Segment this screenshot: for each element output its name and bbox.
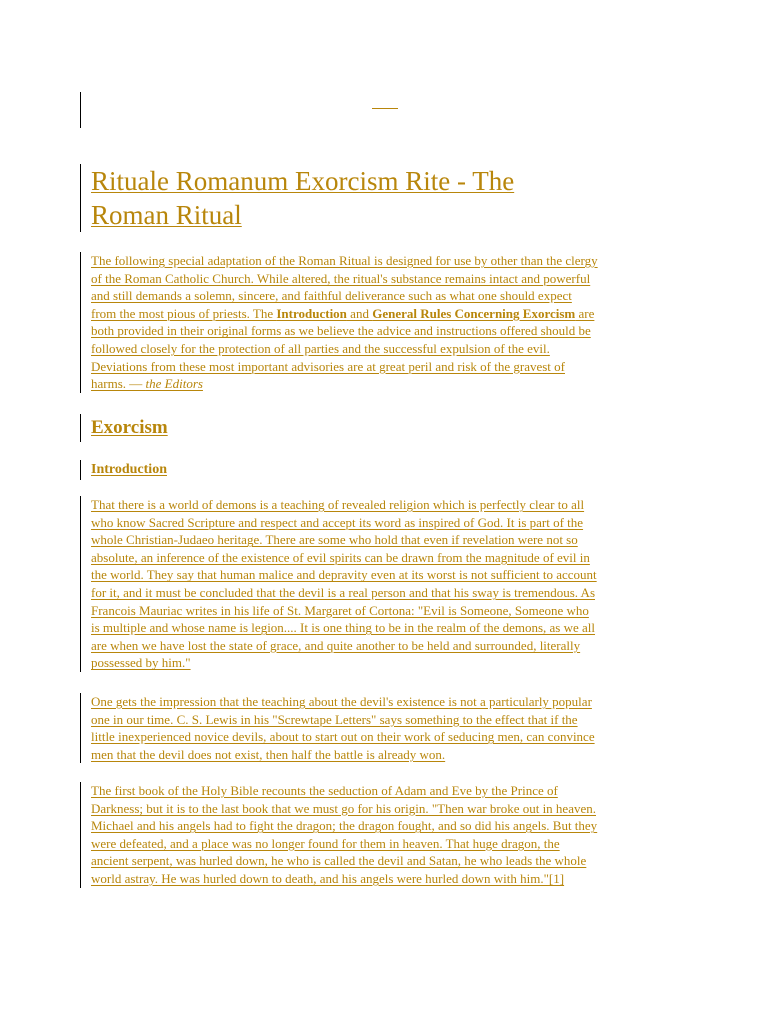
paragraph-line: are when we have lost the state of grace, and quite another to be held and surrounded, literally	[91, 637, 581, 653]
intro-line: and still demands a solemn, sincere, and faithful deliverance such as what one should expect	[91, 288, 572, 304]
intro-text: are	[575, 305, 595, 321]
paragraph-screwtape[interactable]	[80, 693, 681, 763]
intro-line: The following special adaptation of the Roman Ritual is designed for use by other than the clergy	[91, 253, 598, 268]
intro-line: of the Roman Catholic Church. While altered, the ritual's substance remains intact and powerful	[91, 270, 591, 286]
paragraph-line: for it, and it must be concluded that the devil is a real person and that his sway is tremendous. As	[91, 584, 596, 600]
paragraph-line: men that the devil does not exist, then half the battle is already won.	[91, 746, 446, 762]
intro-line: Deviations from these most important advisories are at great peril and risk of the gravest of	[91, 358, 565, 374]
paragraph-line: whole Christian-Judaeo heritage. There are some who hold that even if revelation were not so	[91, 532, 578, 548]
intro-line-inline	[91, 305, 681, 323]
paragraph-line: Darkness; but it is to the last book that we must go for his origin. "Then war broke out in heaven.	[91, 800, 596, 816]
intro-line: followed closely for the protection of all parties and the successful expulsion of the evil.	[91, 340, 550, 356]
intro-text: and	[346, 305, 373, 321]
paragraph-line: is multiple and whose name is legion.... It is one thing to be in the realm of the demons, as we all	[91, 620, 596, 636]
title-line-2: Roman Ritual	[91, 200, 242, 230]
section-heading-exorcism[interactable]: Exorcism	[80, 414, 168, 442]
paragraph-line: ancient serpent, was hurled down, he who is called the devil and Satan, he who leads the whole	[91, 853, 587, 869]
paragraph-line: One gets the impression that the teaching about the devil's existence is not a particularly popular	[91, 694, 592, 709]
intro-strong-general-rules: General Rules Concerning Exorcism	[372, 305, 576, 321]
paragraph-line: Michael and his angels had to fight the dragon; the dragon fought, and so did his angels. But they	[91, 818, 598, 834]
paragraph-line: the world. They say that human malice and depravity even at its worst is not sufficient to account	[91, 567, 597, 583]
top-link-rule[interactable]	[372, 108, 398, 109]
paragraph-line: little inexperienced novice devils, about to start out on their work of seducing men, can convince	[91, 729, 595, 745]
paragraph-holy-bible[interactable]	[80, 782, 681, 888]
paragraph-demons[interactable]	[80, 496, 681, 672]
paragraph-line: world astray. He was hurled down to death, and his angels were hurled down with him."[1]	[91, 870, 565, 886]
paragraph-line: That there is a world of demons is a teaching of revealed religion which is perfectly clear to all	[91, 497, 585, 512]
page-title[interactable]	[80, 164, 671, 232]
intro-text: harms. —	[91, 376, 146, 392]
title-line-1: Rituale Romanum Exorcism Rite - The	[91, 166, 515, 196]
paragraph-line: were defeated, and a place was no longer found for them in heaven. That huge dragon, the	[91, 835, 560, 851]
paragraph-line: who know Sacred Scripture and respect and accept its word as inspired of God. It is part of the	[91, 514, 584, 530]
paragraph-line: The first book of the Holy Bible recounts the seduction of Adam and Eve by the Prince of	[91, 783, 558, 798]
paragraph-line: possessed by him."	[91, 655, 191, 671]
paragraph-line: absolute, an inference of the existence of evil spirits can be drawn from the magnitude of evil in	[91, 549, 590, 565]
intro-paragraph[interactable]	[80, 252, 681, 393]
intro-line-last	[91, 375, 681, 393]
intro-strong-introduction: Introduction	[276, 305, 347, 321]
sub-heading-introduction[interactable]: Introduction	[80, 460, 167, 480]
intro-text: from the most pious of priests. The	[91, 305, 277, 321]
intro-credit: the Editors	[145, 376, 203, 392]
paragraph-line: one in our time. C. S. Lewis in his "Screwtape Letters" says something to the effect that if the	[91, 711, 578, 727]
paragraph-line: Francois Mauriac writes in his life of St. Margaret of Cortona: "Evil is Someone, Someone who	[91, 602, 589, 618]
intro-line: both provided in their original forms as we believe the advice and instructions offered should be	[91, 323, 591, 339]
top-margin-bar	[80, 92, 91, 128]
